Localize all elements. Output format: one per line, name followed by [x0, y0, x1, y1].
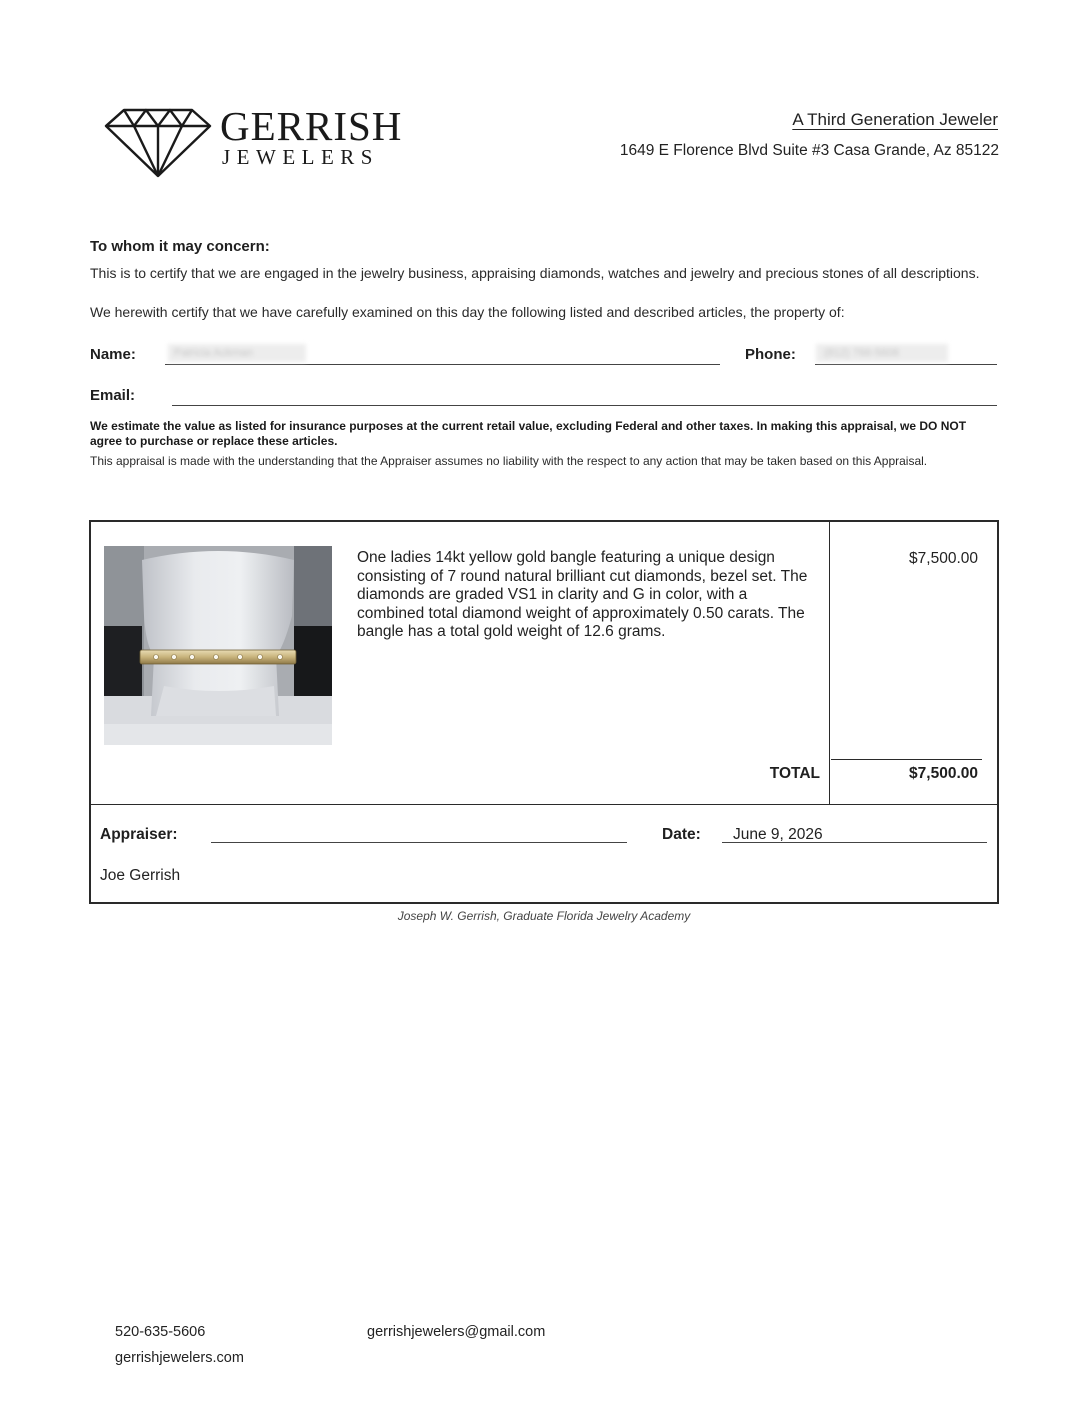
footer-phone: 520-635-5606	[115, 1324, 206, 1340]
total-rule	[831, 759, 982, 760]
diamond-logo-icon	[104, 106, 212, 178]
price-column-divider	[829, 521, 830, 804]
intro-paragraph-1: This is to certify that we are engaged in the jewelry business, appraising diamonds, watches and jewelry and precious stones of all descriptions.	[90, 265, 980, 281]
footer-email: gerrishjewelers@gmail.com	[367, 1324, 546, 1340]
phone-field-line	[815, 364, 997, 365]
appraiser-credential: Joseph W. Gerrish, Graduate Florida Jewelry Academy	[397, 909, 691, 923]
total-label: TOTAL	[769, 765, 820, 782]
intro-paragraph-2: We herewith certify that we have carefully examined on this day the following listed and described articles, the property of:	[90, 304, 845, 320]
appraiser-name: Joe Gerrish	[100, 867, 181, 884]
email-field-line	[172, 405, 997, 406]
brand-subtitle: JEWELERS	[222, 145, 379, 169]
name-field-line	[165, 364, 720, 365]
signoff-divider	[91, 804, 997, 805]
email-label: Email:	[90, 387, 136, 404]
item-price: $7,500.00	[909, 550, 978, 567]
tagline: A Third Generation Jeweler	[792, 110, 998, 129]
appraiser-signature-line	[211, 842, 627, 843]
phone-value-redacted: (812) 766-5606	[816, 344, 948, 362]
footer-website: gerrishjewelers.com	[115, 1350, 244, 1366]
date-value: June 9, 2026	[733, 826, 823, 843]
appraiser-label: Appraiser:	[100, 826, 178, 843]
total-value: $7,500.00	[909, 765, 978, 782]
name-label: Name:	[90, 346, 136, 363]
bangle-photo	[104, 546, 332, 745]
estimate-disclaimer: We estimate the value as listed for insurance purposes at the current retail value, excluding Federal and other taxes. In making this appraisal, we DO NOT agree to purchase or replace these articles.	[90, 419, 967, 448]
store-address: 1649 E Florence Blvd Suite #3 Casa Grande, Az 85122	[619, 142, 999, 159]
date-label: Date:	[662, 826, 701, 843]
brand-name: GERRISH	[220, 103, 403, 149]
phone-label: Phone:	[745, 346, 796, 363]
liability-disclaimer: This appraisal is made with the understanding that the Appraiser assumes no liability with the respect to any action that may be taken based on this Appraisal.	[90, 454, 928, 468]
name-value-redacted: Patricia Ackman	[168, 344, 306, 362]
item-description: One ladies 14kt yellow gold bangle featuring a unique design consisting of 7 round natural brilliant cut diamonds, bezel set. The diamonds are graded VS1 in clarity and G in color, with a combined total diamond weight of approximately 0.50 carats. The bangle has a total gold weight of 12.6 grams.	[357, 549, 808, 641]
salutation: To whom it may concern:	[90, 238, 270, 255]
